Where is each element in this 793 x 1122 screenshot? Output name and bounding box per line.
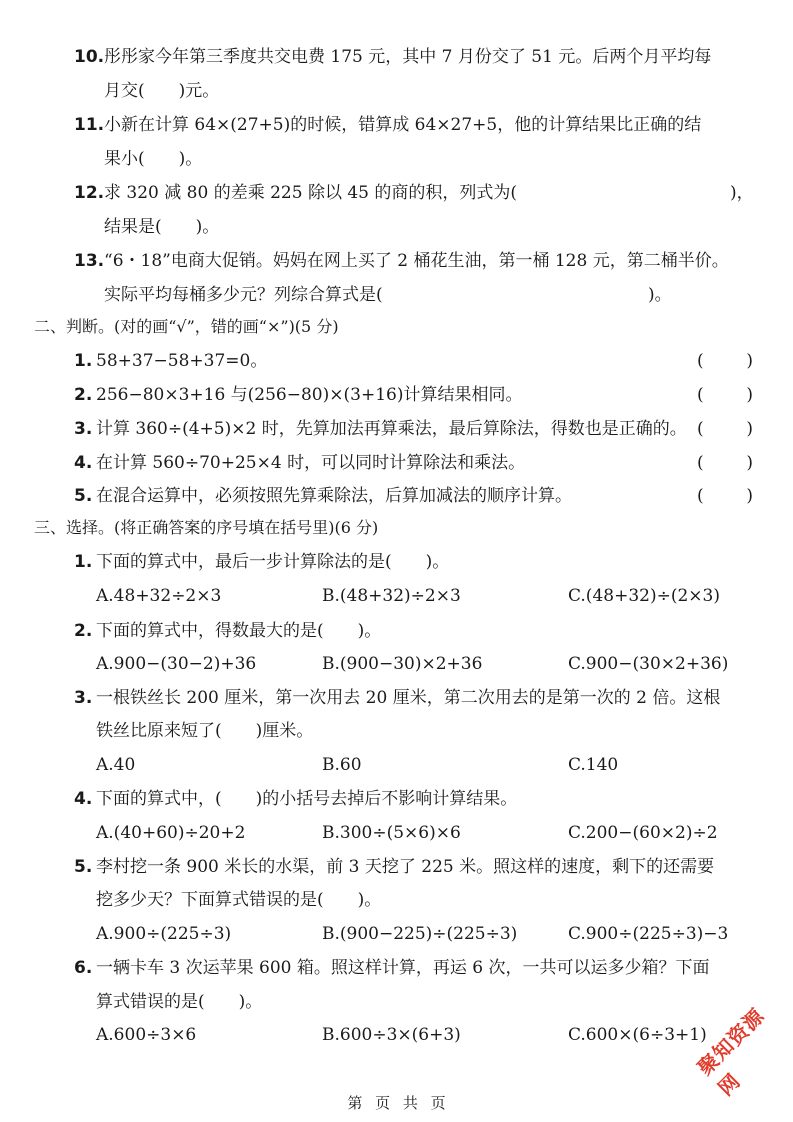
item-number: 4. [74,453,93,473]
option-a[interactable]: A.600÷3×6 [96,1025,197,1045]
question-number: 3. [74,688,93,708]
question-text: 月交( )元。 [104,81,220,101]
page-footer: 第 页 共 页 [347,1094,446,1112]
option-c[interactable]: C.600×(6÷3+1) [568,1025,707,1045]
answer-paren[interactable]: ( ) [697,385,753,405]
question-text: 小新在计算 64×(27+5)的时候，错算成 64×27+5，他的计算结果比正确的结 [104,115,702,135]
question-number: 4. [74,789,93,809]
question-text: 李村挖一条 900 米长的水渠，前 3 天挖了 225 米。照这样的速度，剩下的还需要 [96,857,715,877]
question-number: 5. [74,857,93,877]
item-text: 在计算 560÷70+25×4 时，可以同时计算除法和乘法。 [96,453,526,473]
option-b[interactable]: B.(900−30)×2+36 [322,654,483,674]
section-heading: 二、判断。(对的画“√”，错的画“×”)(5 分) [34,317,339,336]
answer-paren[interactable]: ( ) [697,351,753,371]
paren-end: )， [730,183,754,203]
question-number: 13. [74,251,105,271]
question-text: 结果是( )。 [104,217,220,237]
item-number: 3. [74,419,93,439]
paren-end: )。 [648,285,672,305]
question-number: 2. [74,621,93,641]
question-text: 铁丝比原来短了( )厘米。 [96,721,314,741]
option-c[interactable]: C.140 [568,755,619,775]
option-b[interactable]: B.60 [322,755,362,775]
question-number: 12. [74,183,105,203]
question-text: “6・18”电商大促销。妈妈在网上买了 2 桶花生油，第一桶 128 元，第二桶半价。 [104,251,729,271]
question-text: 一辆卡车 3 次运苹果 600 箱。照这样计算，再运 6 次，一共可以运多少箱？下面 [96,958,710,978]
question-text: 一根铁丝长 200 厘米，第一次用去 20 厘米，第二次用去的是第一次的 2 倍。这根 [96,688,721,708]
item-number: 1. [74,351,93,371]
option-b[interactable]: B.600÷3×(6+3) [322,1025,461,1045]
option-b[interactable]: B.(900−225)÷(225÷3) [322,924,518,944]
option-a[interactable]: A.40 [96,755,136,775]
item-number: 2. [74,385,93,405]
question-text: 果小( )。 [104,149,203,169]
question-text: 实际平均每桶多少元？列综合算式是( [104,285,383,305]
question-number: 11. [74,115,105,135]
question-text: 彤彤家今年第三季度共交电费 175 元，其中 7 月份交了 51 元。后两个月平均每 [104,47,712,67]
option-a[interactable]: A.900−(30−2)+36 [96,654,257,674]
question-number: 10. [74,47,105,67]
answer-paren[interactable]: ( ) [697,453,753,473]
option-a[interactable]: A.48+32÷2×3 [96,586,222,606]
item-text: 计算 360÷(4+5)×2 时，先算加法再算乘法，最后算除法，得数也是正确的。 [96,419,687,439]
option-b[interactable]: B.(48+32)÷2×3 [322,586,461,606]
item-text: 256−80×3+16 与(256−80)×(3+16)计算结果相同。 [96,385,523,405]
option-c[interactable]: C.200−(60×2)÷2 [568,823,718,843]
question-text: 算式错误的是( )。 [96,992,263,1012]
watermark-stamp: 聚知资源网 [692,1003,770,1101]
option-c[interactable]: C.900−(30×2+36) [568,654,729,674]
question-number: 6. [74,958,93,978]
question-text: 下面的算式中，( )的小括号去掉后不影响计算结果。 [96,789,518,809]
option-a[interactable]: A.(40+60)÷20+2 [96,823,246,843]
option-c[interactable]: C.900÷(225÷3)−3 [568,924,729,944]
item-number: 5. [74,486,93,506]
question-text: 求 320 减 80 的差乘 225 除以 45 的商的积，列式为( [104,183,518,203]
answer-paren[interactable]: ( ) [697,486,753,506]
section-heading: 三、选择。(将正确答案的序号填在括号里)(6 分) [34,518,379,537]
option-b[interactable]: B.300÷(5×6)×6 [322,823,461,843]
item-text: 在混合运算中，必须按照先算乘除法，后算加减法的顺序计算。 [96,486,572,506]
question-text: 挖多少天？下面算式错误的是( )。 [96,890,382,910]
answer-paren[interactable]: ( ) [697,419,753,439]
option-a[interactable]: A.900÷(225÷3) [96,924,232,944]
question-text: 下面的算式中，得数最大的是( )。 [96,621,382,641]
question-number: 1. [74,552,93,572]
item-text: 58+37−58+37=0。 [96,351,268,371]
question-text: 下面的算式中，最后一步计算除法的是( )。 [96,552,450,572]
option-c[interactable]: C.(48+32)÷(2×3) [568,586,720,606]
